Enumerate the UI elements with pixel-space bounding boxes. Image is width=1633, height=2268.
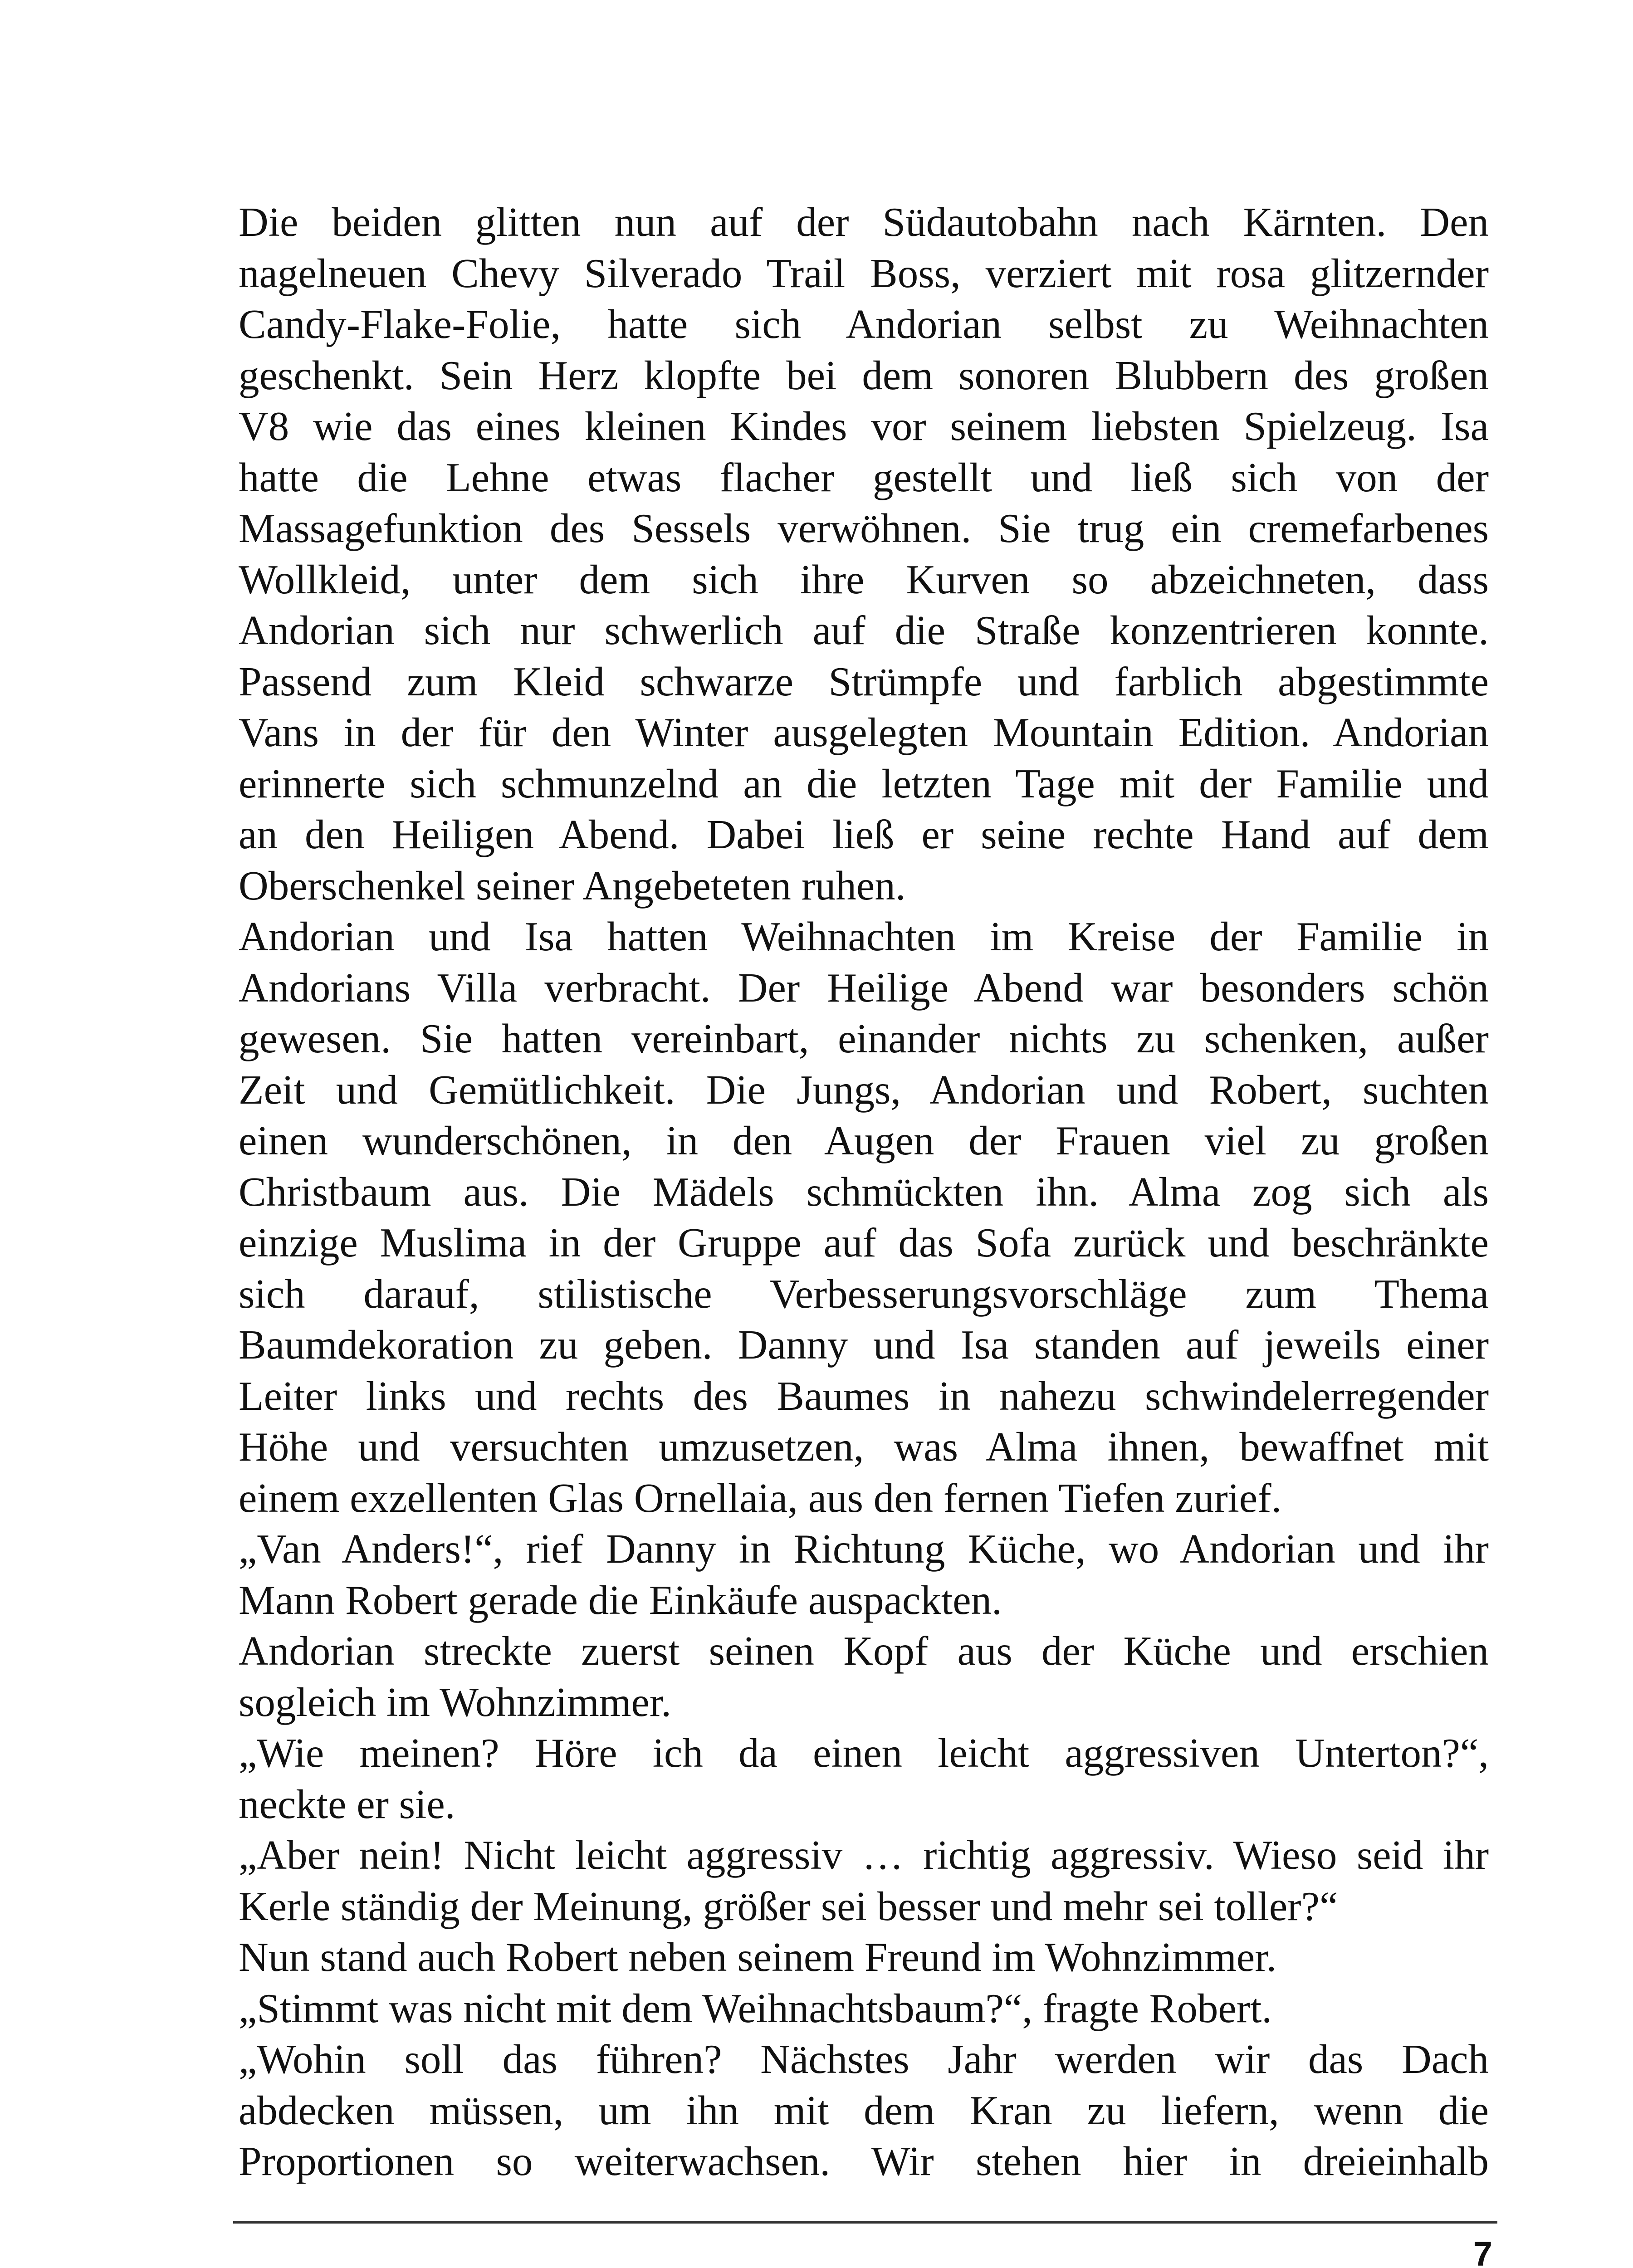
text-line: Vans in der für den Winter ausgelegten Mountain Edition. Andorian <box>239 709 1489 755</box>
text-line: Andorian streckte zuerst seinen Kopf aus der Küche und erschien <box>239 1628 1489 1674</box>
text-line: einzige Muslima in der Gruppe auf das Sofa zurück und beschränkte <box>239 1220 1489 1266</box>
text-line: Andorian und Isa hatten Weihnachten im Kreise der Familie in <box>239 914 1489 959</box>
text-line: Die beiden glitten nun auf der Südautobahn nach Kärnten. Den <box>239 199 1489 245</box>
text-line: Kerle ständig der Meinung, größer sei besser und mehr sei toller?“ <box>239 1883 1338 1929</box>
text-line: V8 wie das eines kleinen Kindes vor seinem liebsten Spielzeug. Isa <box>239 403 1489 449</box>
text-line: hatte die Lehne etwas flacher gestellt und ließ sich von der <box>239 454 1489 500</box>
text-line: an den Heiligen Abend. Dabei ließ er seine rechte Hand auf dem <box>239 811 1489 857</box>
text-line: Massagefunktion des Sessels verwöhnen. Sie trug ein cremefarbenes <box>239 505 1489 551</box>
text-line: Wollkleid, unter dem sich ihre Kurven so abzeichneten, dass <box>239 556 1489 602</box>
text-line: erinnerte sich schmunzelnd an die letzten Tage mit der Familie und <box>239 760 1489 807</box>
text-line: einem exzellenten Glas Ornellaia, aus den fernen Tiefen zurief. <box>239 1475 1282 1521</box>
text-line: Andorian sich nur schwerlich auf die Straße konzentrieren konnte. <box>239 607 1489 653</box>
text-line: „Wie meinen? Höre ich da einen leicht aggressiven Unterton?“, <box>239 1730 1489 1776</box>
text-line: geschenkt. Sein Herz klopfte bei dem sonoren Blubbern des großen <box>239 352 1489 398</box>
text-line: abdecken müssen, um ihn mit dem Kran zu liefern, wenn die <box>239 2087 1489 2133</box>
text-line: sogleich im Wohnzimmer. <box>239 1679 671 1725</box>
text-line: nagelneuen Chevy Silverado Trail Boss, verziert mit rosa glitzernder <box>239 250 1489 296</box>
text-line: Andorians Villa verbracht. Der Heilige Abend war besonders schön <box>239 964 1489 1011</box>
text-line: Leiter links und rechts des Baumes in nahezu schwindelerregender <box>239 1373 1489 1419</box>
text-line: sich darauf, stilistische Verbesserungsvorschläge zum Thema <box>239 1271 1489 1317</box>
text-line: Höhe und versuchten umzusetzen, was Alma ihnen, bewaffnet mit <box>239 1424 1489 1470</box>
footer-rule <box>233 2221 1497 2224</box>
text-line: Baumdekoration zu geben. Danny und Isa standen auf jeweils einer <box>239 1322 1489 1368</box>
text-line: „Stimmt was nicht mit dem Weihnachtsbaum?“, fragte Robert. <box>239 1985 1272 2031</box>
text-line: Proportionen so weiterwachsen. Wir stehen hier in dreieinhalb <box>239 2138 1489 2184</box>
text-line: gewesen. Sie hatten vereinbart, einander nichts zu schenken, außer <box>239 1016 1489 1061</box>
page-number: 7 <box>1473 2235 1492 2268</box>
text-line: Christbaum aus. Die Mädels schmückten ihn. Alma zog sich als <box>239 1168 1489 1215</box>
text-line: Candy-Flake-Folie, hatte sich Andorian selbst zu Weihnachten <box>239 301 1489 347</box>
text-line: „Van Anders!“, rief Danny in Richtung Küche, wo Andorian und ihr <box>239 1526 1489 1572</box>
text-line: Oberschenkel seiner Angebeteten ruhen. <box>239 862 906 909</box>
text-line: „Wohin soll das führen? Nächstes Jahr werden wir das Dach <box>239 2036 1489 2082</box>
text-line: einen wunderschönen, in den Augen der Frauen viel zu großen <box>239 1118 1489 1163</box>
text-line: „Aber nein! Nicht leicht aggressiv … richtig aggressiv. Wieso seid ihr <box>239 1832 1489 1878</box>
text-line: Passend zum Kleid schwarze Strümpfe und farblich abgestimmte <box>239 658 1489 704</box>
text-line: Mann Robert gerade die Einkäufe auspackten. <box>239 1577 1002 1623</box>
text-line: Zeit und Gemütlichkeit. Die Jungs, Andorian und Robert, suchten <box>239 1066 1489 1113</box>
text-line: neckte er sie. <box>239 1781 455 1827</box>
body-text <box>239 197 1489 2215</box>
text-line: Nun stand auch Robert neben seinem Freund im Wohnzimmer. <box>239 1934 1277 1980</box>
